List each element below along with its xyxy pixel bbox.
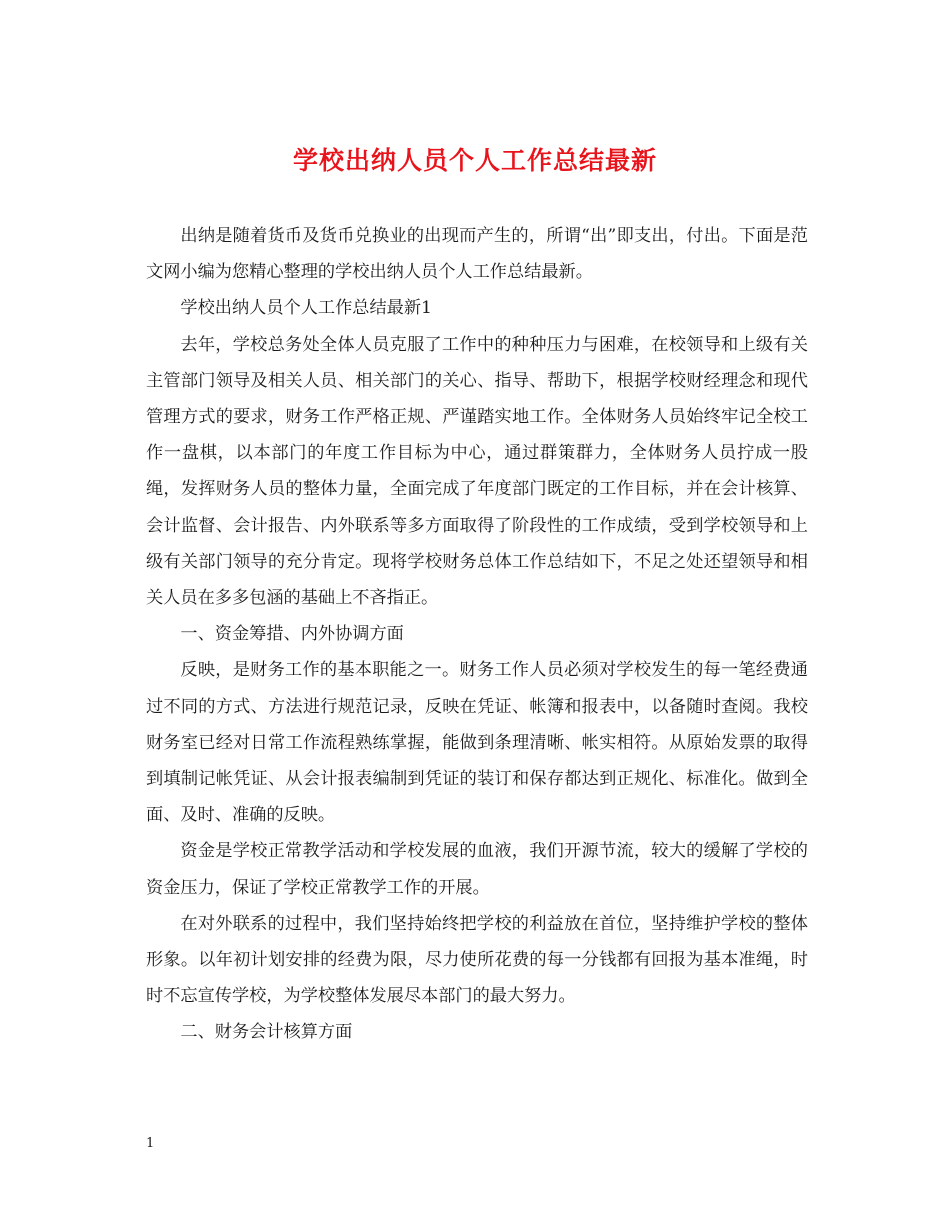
section-heading-funds: 一、资金筹措、内外协调方面 [180, 624, 404, 645]
paragraph-intro: 出纳是随着货币及货币兑换业的出现而产生的，所谓“出”即支出，付出。下面是范文网小编为您精心整理的学校出纳人员个人工作总结最新。 [146, 226, 808, 283]
document-title: 学校出纳人员个人工作总结最新 [292, 146, 657, 175]
paragraph-heading-1: 学校出纳人员个人工作总结最新1 [180, 298, 432, 319]
paragraph-overview: 去年，学校总务处全体人员克服了工作中的种种压力与困难，在校领导和上级有关主管部门领导及相关人员、相关部门的关心、指导、帮助下，根据学校财经理念和现代管理方式的要求，财务工作严格正规、严谨踏实地工作。全体财务人员始终牢记全校工作一盘棋，以本部门的年度工作目标为中心，通过群策群力，全体财务人员拧成一股绳，发挥财务人员的整体力量，全面完成了年度部门既定的工作目标，并在会计核算、会计监督、会计报告、内外联系等多方面取得了阶段性的工作成绩，受到学校领导和上级有关部门领导的充分肯定。现将学校财务总体工作总结如下，不足之处还望领导和相关人员在多多包涵的基础上不吝指正。 [146, 334, 808, 609]
paragraph-reflection: 反映，是财务工作的基本职能之一。财务工作人员必须对学校发生的每一笔经费通过不同的方式、方法进行规范记录，反映在凭证、帐簿和报表中，以备随时查阅。我校财务室已经对日常工作流程熟练掌握，能做到条理清晰、帐实相符。从原始发票的取得到填制记帐凭证、从会计报表编制到凭证的装订和保存都达到正规化、标准化。做到全面、及时、准确的反映。 [146, 660, 808, 826]
document-body [146, 218, 808, 1051]
page-number: 1 [146, 1136, 155, 1151]
paragraph-external: 在对外联系的过程中，我们坚持始终把学校的利益放在首位，坚持维护学校的整体形象。以年初计划安排的经费为限，尽力使所花费的每一分钱都有回报为基本准绳，时时不忘宣传学校，为学校整体发展尽本部门的最大努力。 [146, 913, 808, 1007]
section-heading-accounting: 二、财务会计核算方面 [180, 1022, 353, 1043]
paragraph-funds: 资金是学校正常教学活动和学校发展的血液，我们开源节流，较大的缓解了学校的资金压力，保证了学校正常教学工作的开展。 [146, 841, 808, 898]
